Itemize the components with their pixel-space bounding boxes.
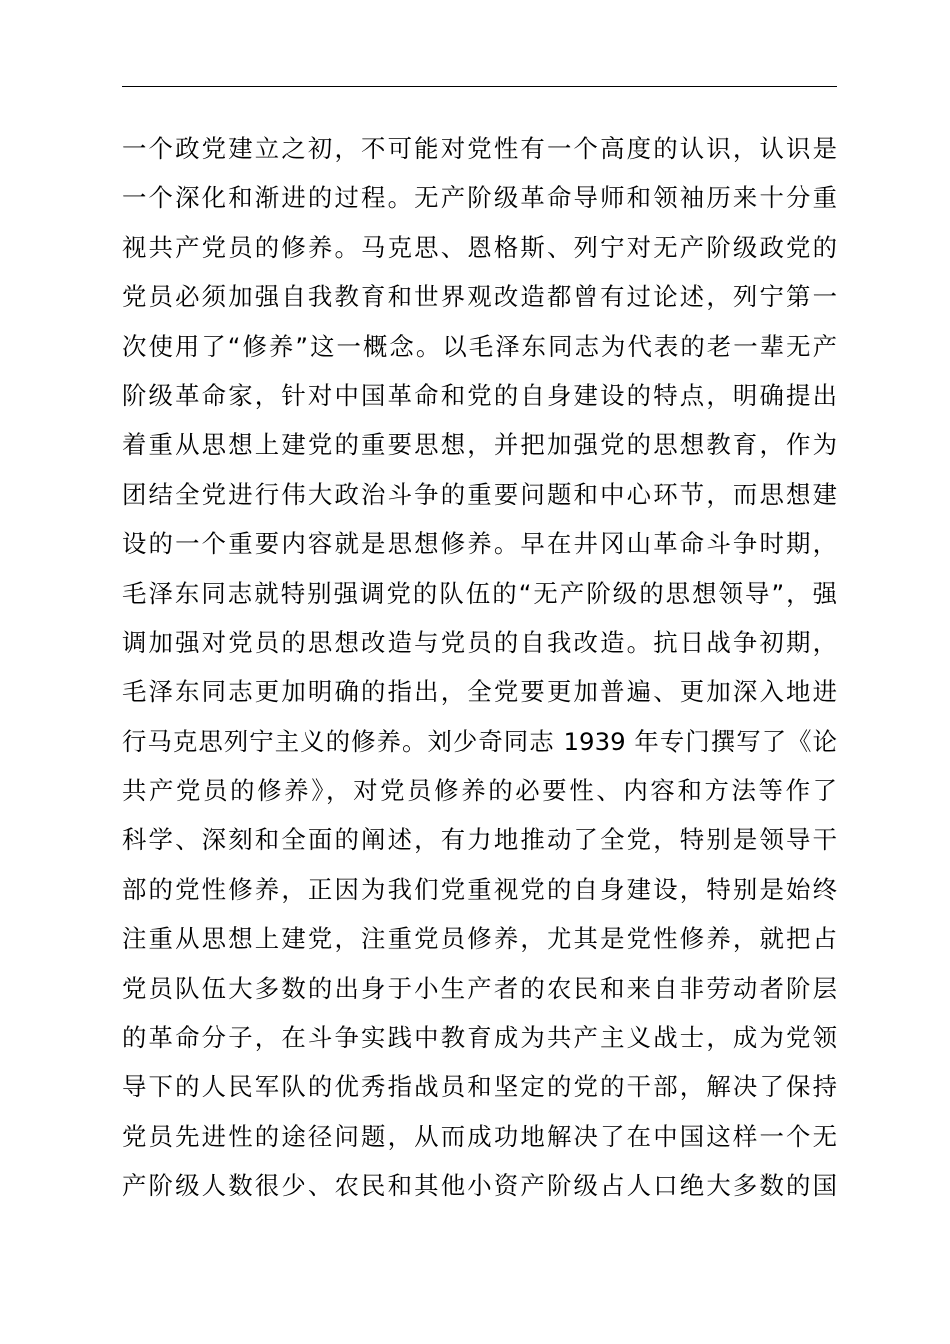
text-line: 产阶级人数很少、农民和其他小资产阶级占人口绝大多数的国 [122,1171,837,1201]
text-line: 科学、深刻和全面的阐述，有力地推动了全党，特别是领导干 [122,825,837,855]
text-line: 党员队伍大多数的出身于小生产者的农民和来自非劳动者阶层 [122,973,837,1003]
body-paragraph [122,124,837,1211]
text-line: 设的一个重要内容就是思想修养。早在井冈山革命斗争时期， [122,529,837,559]
text-line: 的革命分子，在斗争实践中教育成为共产主义战士，成为党领 [122,1023,837,1053]
text-line: 党员先进性的途径问题，从而成功地解决了在中国这样一个无 [122,1121,837,1151]
text-line: 着重从思想上建党的重要思想，并把加强党的思想教育，作为 [122,430,837,460]
text-line: 团结全党进行伟大政治斗争的重要问题和中心环节，而思想建 [122,479,837,509]
text-line: 行马克思列宁主义的修养。刘少奇同志 1939 年专门撰写了《论 [122,726,837,756]
text-line: 党员必须加强自我教育和世界观改造都曾有过论述，列宁第一 [122,282,837,312]
text-line: 一个深化和渐进的过程。无产阶级革命导师和领袖历来十分重 [122,183,837,213]
text-line: 毛泽东同志更加明确的指出，全党要更加普遍、更加深入地进 [122,677,837,707]
text-line: 导下的人民军队的优秀指战员和坚定的党的干部，解决了保持 [122,1072,837,1102]
text-line: 调加强对党员的思想改造与党员的自我改造。抗日战争初期， [122,627,837,657]
text-line: 次使用了“修养”这一概念。以毛泽东同志为代表的老一辈无产 [122,331,837,361]
text-line: 毛泽东同志就特别强调党的队伍的“无产阶级的思想领导”，强 [122,578,837,608]
text-line: 一个政党建立之初，不可能对党性有一个高度的认识，认识是 [122,134,837,163]
text-line: 共产党员的修养》，对党员修养的必要性、内容和方法等作了 [122,776,837,806]
header-rule [122,86,837,87]
text-line: 视共产党员的修养。马克思、恩格斯、列宁对无产阶级政党的 [122,232,837,262]
text-line: 阶级革命家，针对中国革命和党的自身建设的特点，明确提出 [122,380,837,410]
text-line: 部的党性修养，正因为我们党重视党的自身建设，特别是始终 [122,874,837,904]
text-line: 注重从思想上建党，注重党员修养，尤其是党性修养，就把占 [122,924,837,954]
